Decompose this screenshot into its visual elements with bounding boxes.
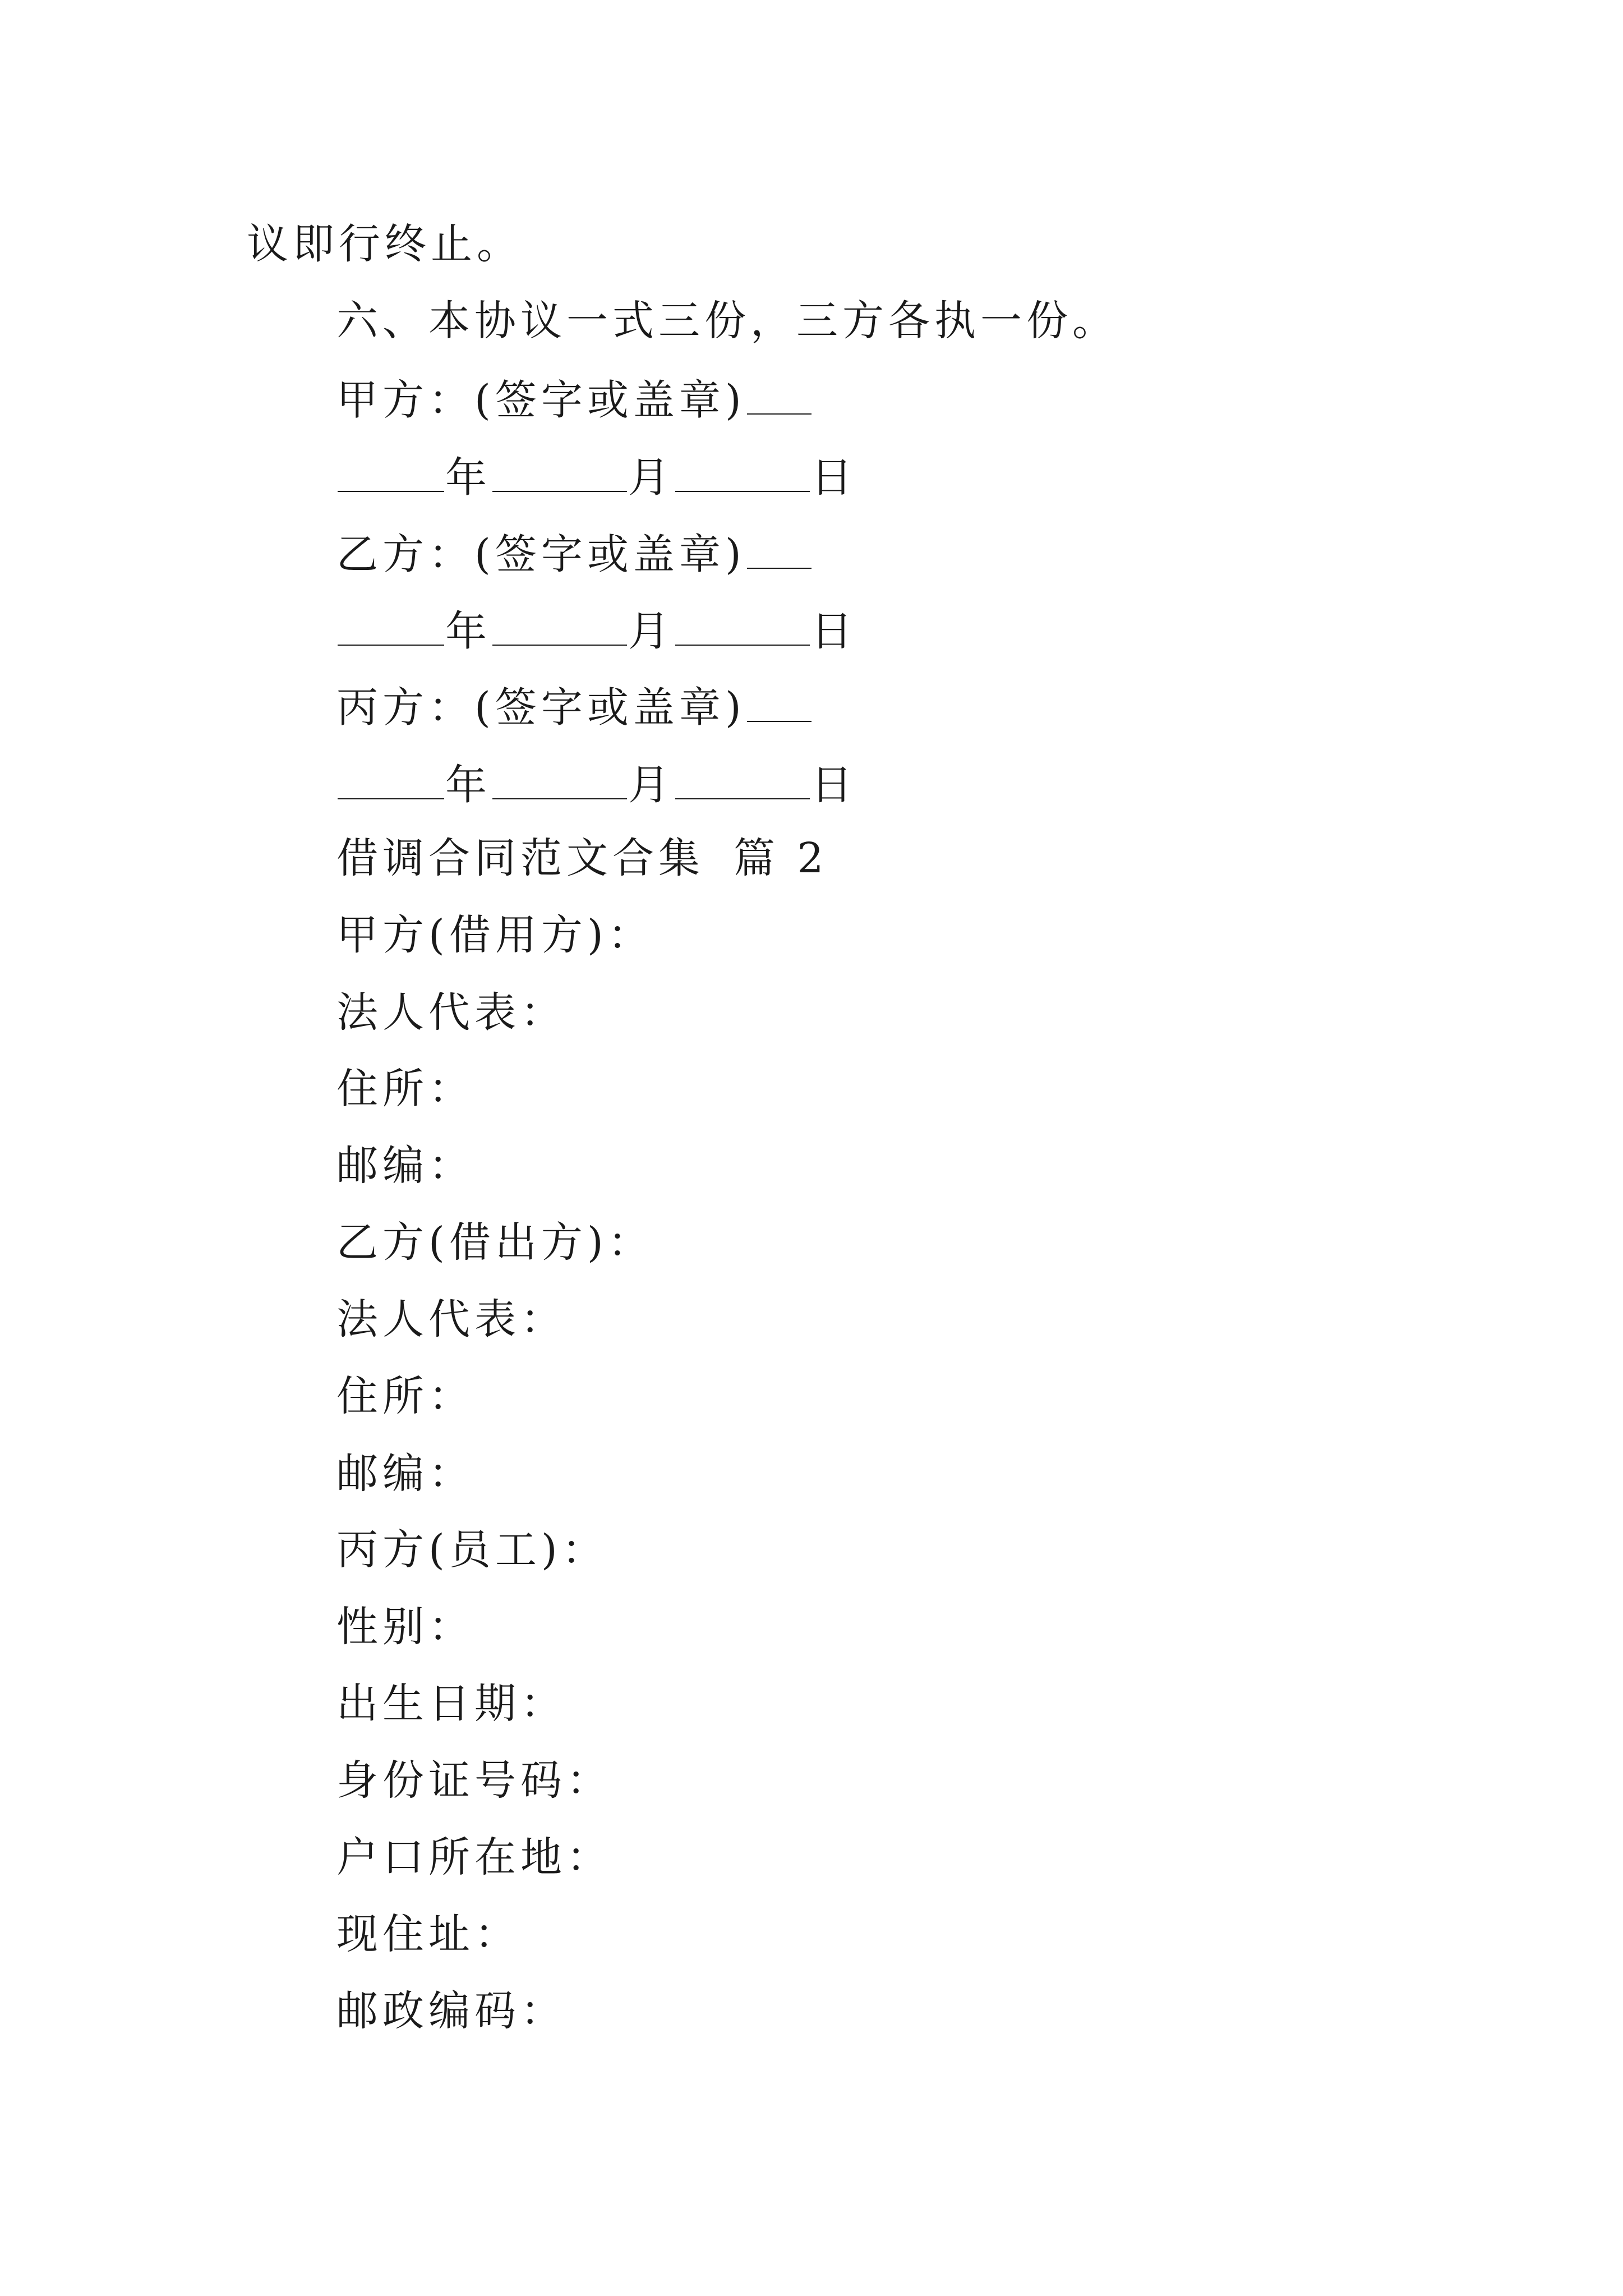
party-a-address: 住所： [336, 1065, 474, 1113]
party-c-postal-code: 邮政编码： [336, 1987, 566, 2035]
party-b-title: 乙方(借出方)： [336, 1218, 654, 1267]
year-label: 年 [445, 607, 491, 656]
party-a-legal-rep: 法人代表： [336, 988, 566, 1037]
year-blank [338, 761, 444, 799]
signature-line-a [336, 376, 813, 425]
day-label: 日 [811, 453, 857, 502]
party-a-postcode: 邮编： [336, 1142, 474, 1190]
party-c-gender: 性别： [336, 1603, 474, 1651]
month-label: 月 [628, 453, 674, 502]
party-c-title: 丙方(员工)： [336, 1526, 608, 1574]
month-blank [492, 607, 627, 646]
section-number: 篇 2 [734, 834, 828, 882]
year-label: 年 [445, 453, 491, 502]
date-line-b [336, 607, 857, 656]
month-label: 月 [628, 761, 674, 809]
date-line-a [336, 453, 857, 502]
carryover-line: 议即行终止。 [247, 220, 523, 268]
month-label: 月 [628, 607, 674, 656]
party-a-title: 甲方(借用方)： [336, 911, 654, 959]
party-b-address: 住所： [336, 1372, 474, 1420]
signature-label-b: 乙方：(签字或盖章) [336, 530, 746, 579]
date-line-c [336, 761, 857, 809]
clause-six: 六、本协议一式三份，三方各执一份。 [336, 297, 1118, 345]
party-c-current-address: 现住址： [336, 1910, 520, 1958]
day-blank [675, 761, 810, 799]
signature-label-a: 甲方：(签字或盖章) [336, 376, 746, 425]
day-label: 日 [811, 607, 857, 656]
signature-blank-c [747, 683, 811, 722]
day-blank [675, 607, 810, 646]
party-c-birth-date: 出生日期： [336, 1680, 566, 1728]
party-b-legal-rep: 法人代表： [336, 1295, 566, 1343]
day-blank [675, 453, 810, 492]
section-title: 借调合同范文合集 [336, 834, 704, 882]
year-label: 年 [445, 761, 491, 809]
section-heading [336, 834, 828, 882]
signature-blank-a [747, 376, 811, 415]
year-blank [338, 453, 444, 492]
year-blank [338, 607, 444, 646]
party-c-id-number: 身份证号码： [336, 1756, 612, 1805]
signature-line-c [336, 683, 813, 732]
month-blank [492, 453, 627, 492]
month-blank [492, 761, 627, 799]
party-b-postcode: 邮编： [336, 1450, 474, 1498]
signature-blank-b [747, 530, 811, 569]
signature-line-b [336, 530, 813, 579]
signature-label-c: 丙方：(签字或盖章) [336, 683, 746, 732]
day-label: 日 [811, 761, 857, 809]
party-c-household-location: 户口所在地： [336, 1833, 612, 1881]
